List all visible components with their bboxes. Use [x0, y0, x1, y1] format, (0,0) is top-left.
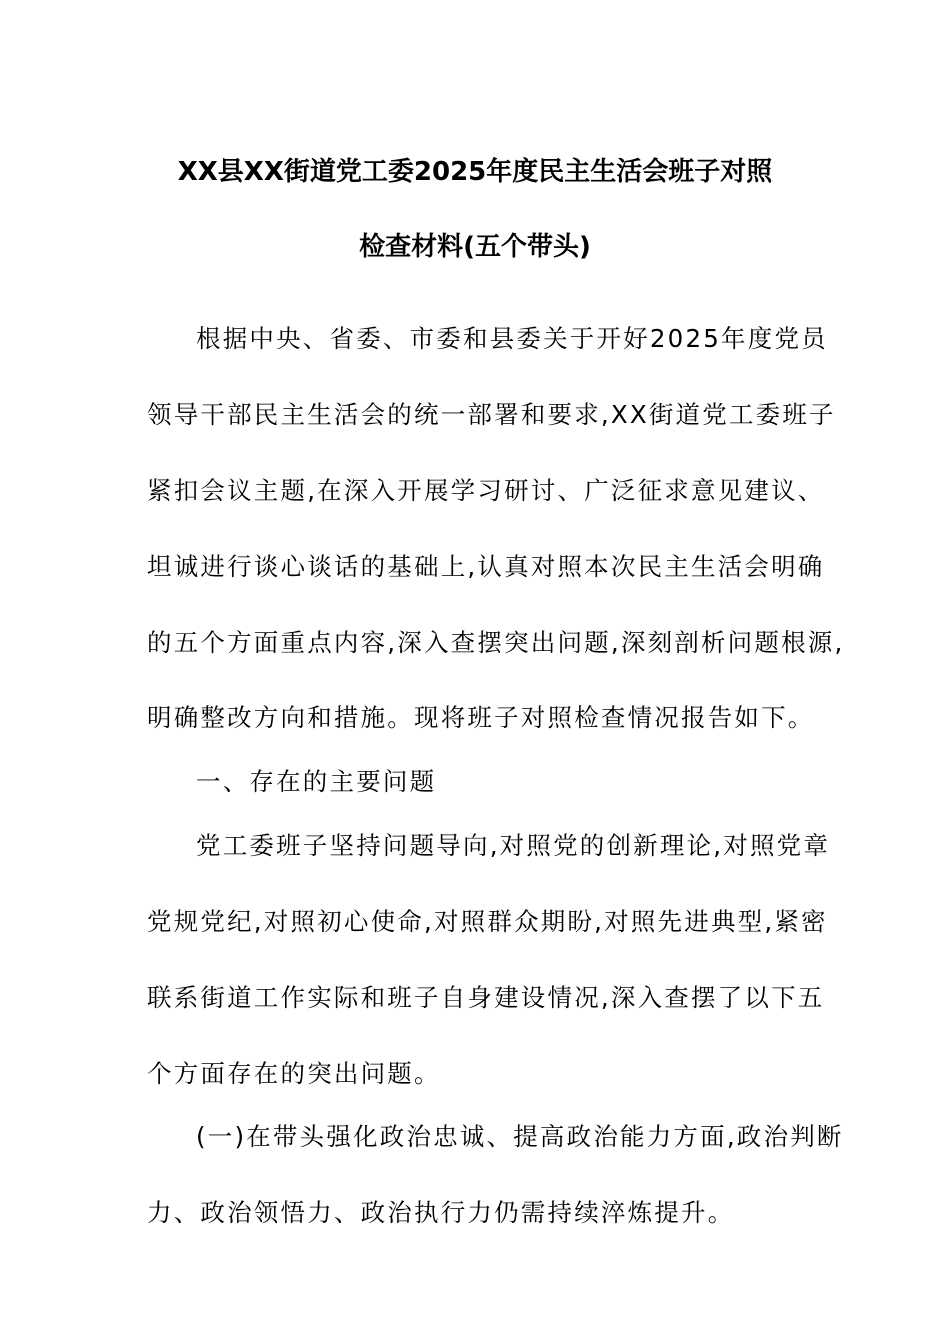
subsection-1-line-2: 力、政治领悟力、政治执行力仍需持续淬炼提升。 — [147, 1198, 735, 1227]
paragraph-1-line-5: 的五个方面重点内容,深入查摆突出问题,深刻剖析问题根源, — [147, 628, 845, 657]
paragraph-2-line-1: 党工委班子坚持问题导向,对照党的创新理论,对照党章 — [196, 831, 831, 860]
paragraph-1-line-1: 根据中央、省委、市委和县委关于开好2025年度党员 — [196, 324, 828, 353]
document-title-line-1: XX县XX街道党工委2025年度民主生活会班子对照 — [177, 157, 773, 187]
paragraph-2-line-3: 联系街道工作实际和班子自身建设情况,深入查摆了以下五 — [147, 983, 825, 1012]
paragraph-2-line-4: 个方面存在的突出问题。 — [147, 1059, 441, 1088]
document-title-line-2: 检查材料(五个带头) — [359, 232, 591, 262]
section-heading-main-problems: 一、存在的主要问题 — [196, 767, 437, 796]
paragraph-1-line-6: 明确整改方向和措施。现将班子对照检查情况报告如下。 — [147, 703, 815, 732]
subsection-1-line-1: (一)在带头强化政治忠诚、提高政治能力方面,政治判断 — [196, 1122, 844, 1151]
paragraph-1-line-4: 坦诚进行谈心谈话的基础上,认真对照本次民主生活会明确 — [147, 552, 825, 581]
paragraph-1-line-2: 领导干部民主生活会的统一部署和要求,XX街道党工委班子 — [147, 400, 836, 429]
paragraph-1-line-3: 紧扣会议主题,在深入开展学习研讨、广泛征求意见建议、 — [147, 476, 825, 505]
paragraph-2-line-2: 党规党纪,对照初心使命,对照群众期盼,对照先进典型,紧密 — [147, 907, 828, 936]
